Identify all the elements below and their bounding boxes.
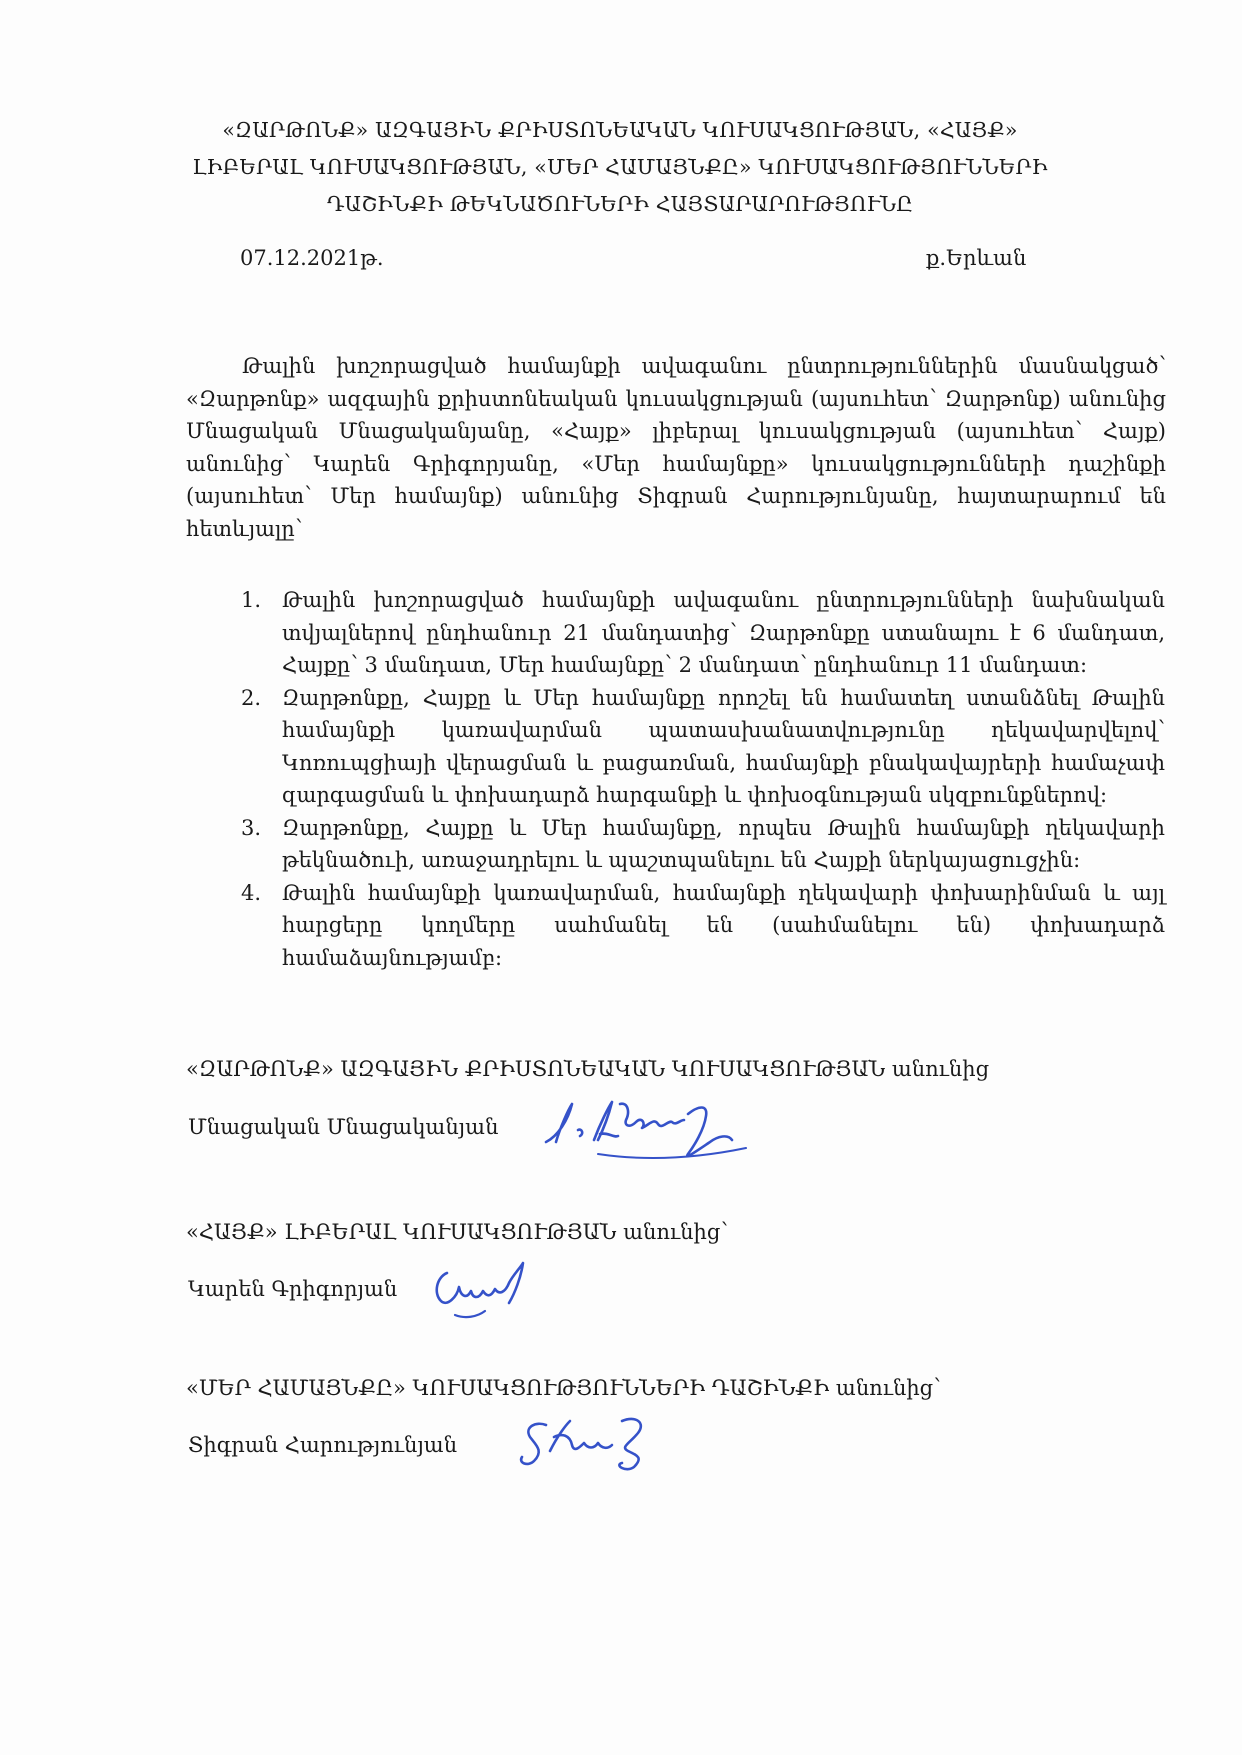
list-item-text: Թալին համայնքի կառավարման, համայնքի ղեկավարի փոխարինման և այլ հարցերը կողմերը սահմանել են (սահմանելու են) փոխադարձ համաձայնությամբ:: [282, 880, 1165, 970]
numbered-list: [241, 584, 1165, 974]
document-date: 07.12.2021թ.: [240, 246, 384, 270]
list-item-text: Զարթոնքը, Հայքը և Մեր համայնքը, որպես Թալին համայնքի ղեկավարի թեկնածուի, առաջադրելու և պաշտպանելու են Հայքի ներկայացուցչին:: [282, 815, 1165, 872]
signatory-name-zartonk: Մնացական Մնացականյան: [188, 1115, 499, 1139]
list-item-number: 1.: [241, 588, 262, 612]
list-item: [241, 682, 1165, 812]
list-item-text: Զարթոնքը, Հայքը և Մեր համայնքը որոշել են համատեղ ստանձնել Թալին համայնքի կառավարման պատասխանատվությունը ղեկավարվելով՝ Կոռուպցիայի վերացման և բացառման, համայնքի բնակավայրերի համաչափ զարգացման և փոխադարձ հարգանքի և փոխօգնության սկզբունքներով:: [282, 685, 1165, 807]
signatory-party-hayk: «ՀԱՅՔ» ԼԻԲԵՐԱԼ ԿՈՒՍԱԿՑՈՒԹՅԱՆ անունից՝: [186, 1220, 729, 1244]
signature-zartonk: [538, 1090, 758, 1180]
document-title: «ԶԱՐԹՈՆՔ» ԱԶԳԱՅԻՆ ՔՐԻՍՏՈՆԵԱԿԱՆ ԿՈՒՍԱԿՑՈՒԹՅԱՆ, «ՀԱՅՔ» ԼԻԲԵՐԱԼ ԿՈՒՍԱԿՑՈՒԹՅԱՆ, «ՄԵՐ ՀԱՄԱՅՆՔԸ» ԿՈՒՍԱԿՑՈՒԹՅՈՒՆՆԵՐԻ ԴԱՇԻՆՔԻ ԹԵԿՆԱԾՈՒՆԵՐԻ ՀԱՅՏԱՐԱՐՈՒԹՅՈՒՆԸ: [192, 118, 1048, 216]
list-item-number: 3.: [241, 815, 262, 840]
signatory-name-mer-hamaynq: Տիգրան Հարությունյան: [188, 1433, 458, 1457]
signatory-party-mer-hamaynq: «ՄԵՐ ՀԱՄԱՅՆՔԸ» ԿՈՒՍԱԿՑՈՒԹՅՈՒՆՆԵՐԻ ԴԱՇԻՆՔԻ անունից՝: [186, 1376, 941, 1400]
signatory-party-zartonk: «ԶԱՐԹՈՆՔ» ԱԶԳԱՅԻՆ ՔՐԻՍՏՈՆԵԱԿԱՆ ԿՈՒՍԱԿՑՈՒԹՅԱՆ անունից: [186, 1057, 990, 1081]
list-item-number: 2.: [241, 685, 262, 710]
signatory-name-hayk: Կարեն Գրիգորյան: [188, 1277, 398, 1301]
list-item: [241, 812, 1165, 877]
signature-mer-hamaynq: [510, 1405, 670, 1485]
signature-hayk: [425, 1253, 545, 1333]
list-item: [241, 584, 1165, 682]
list-item-number: 4.: [241, 880, 262, 905]
list-item: [241, 877, 1165, 975]
document-place: ք.Երևան: [926, 246, 1027, 270]
intro-paragraph: Թալին խոշորացված համայնքի ավագանու ընտրություններին մասնակցած՝ «Զարթոնք» ազգային քրիստոնեական կուսակցության (այսուհետ՝ Զարթոնք) անունից Մնացական Մնացականյանը, «Հայք» լիբերալ կուսակցության (այսուհետ՝ Հայք) անունից՝ Կարեն Գրիգորյանը, «Մեր համայնքը» կուսակցությունների դաշինքի (այսուհետ՝ Մեր համայնք) անունից Տիգրան Հարությունյանը, հայտարարում են հետևյալը՝: [186, 354, 1166, 541]
list-item-text: Թալին խոշորացված համայնքի ավագանու ընտրությունների նախնական տվյալներով ընդհանուր 21 մանդատից՝ Զարթոնքը ստանալու է 6 մանդատ, Հայքը՝ 3 մանդատ, Մեր համայնքը՝ 2 մանդատ՝ ընդհանուր 11 մանդատ:: [282, 588, 1165, 677]
